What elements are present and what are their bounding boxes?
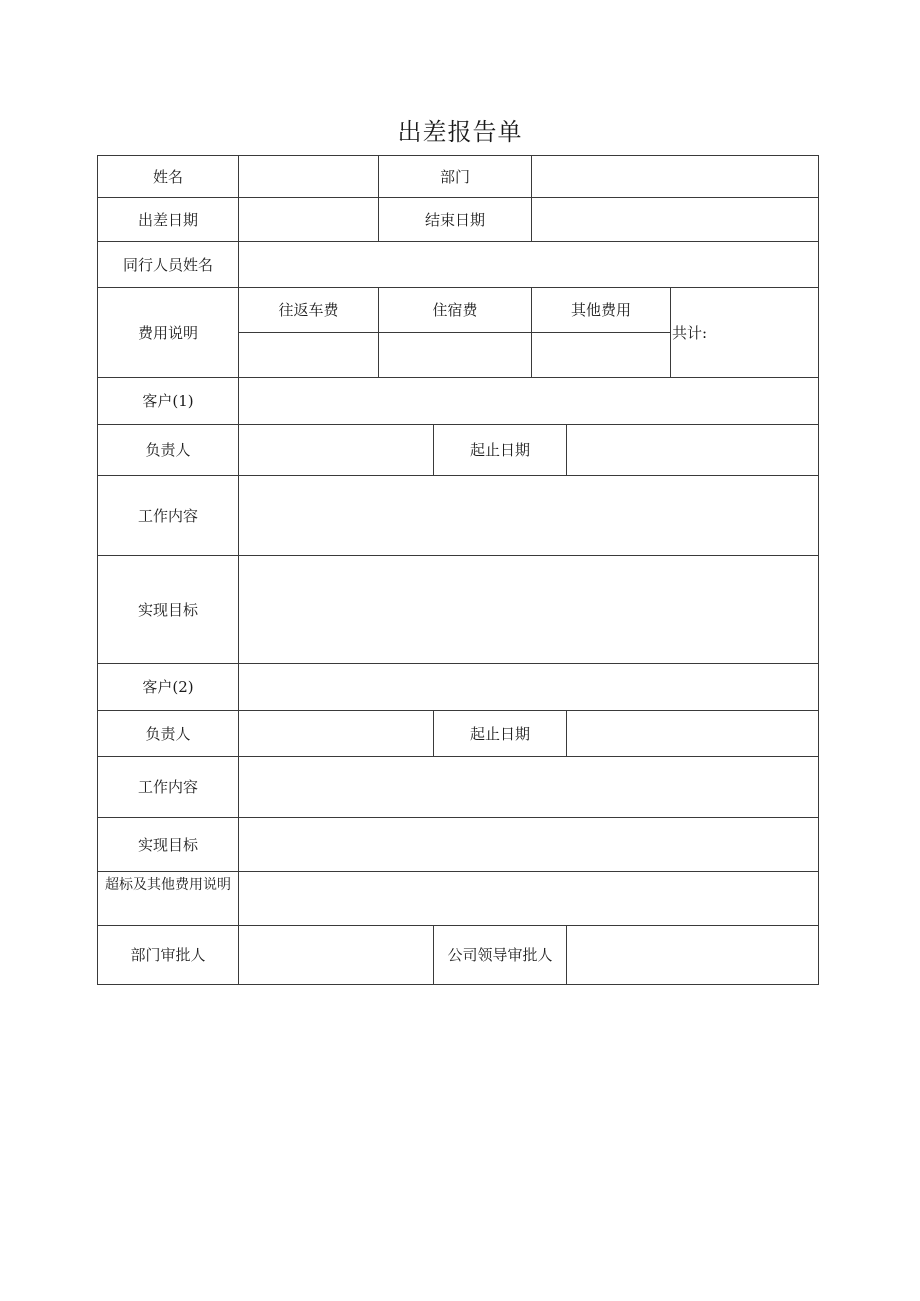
lodging-header: 住宿费 — [378, 287, 532, 333]
work2-field[interactable] — [238, 756, 819, 818]
dept-approver-label: 部门审批人 — [97, 925, 239, 985]
over-budget-field[interactable] — [238, 871, 819, 926]
owner1-label: 负责人 — [97, 424, 239, 476]
end-date-field[interactable] — [531, 197, 819, 242]
work2-label: 工作内容 — [97, 756, 239, 818]
client2-label: 客户(2) — [97, 663, 239, 711]
companions-label: 同行人员姓名 — [97, 241, 239, 288]
goal2-label: 实现目标 — [97, 817, 239, 872]
start-date-label: 出差日期 — [97, 197, 239, 242]
company-approver-label: 公司领导审批人 — [433, 925, 567, 985]
travel-fare-field[interactable] — [238, 332, 379, 378]
work1-field[interactable] — [238, 475, 819, 556]
period1-label: 起止日期 — [433, 424, 567, 476]
goal2-field[interactable] — [238, 817, 819, 872]
goal1-field[interactable] — [238, 555, 819, 664]
client1-field[interactable] — [238, 377, 819, 425]
lodging-field[interactable] — [378, 332, 532, 378]
page-title: 出差报告单 — [397, 118, 523, 146]
total-field[interactable] — [670, 287, 819, 378]
dept-approver-field[interactable] — [238, 925, 434, 985]
name-field[interactable] — [238, 155, 379, 198]
client1-label: 客户(1) — [97, 377, 239, 425]
company-approver-field[interactable] — [566, 925, 819, 985]
over-budget-label: 超标及其他费用说明 — [97, 871, 239, 926]
total-label: 共计: — [672, 323, 708, 342]
department-label: 部门 — [378, 155, 532, 198]
other-costs-header: 其他费用 — [531, 287, 671, 333]
expense-desc-label: 费用说明 — [97, 287, 239, 378]
name-label: 姓名 — [97, 155, 239, 198]
end-date-label: 结束日期 — [378, 197, 532, 242]
other-costs-field[interactable] — [531, 332, 671, 378]
department-field[interactable] — [531, 155, 819, 198]
work1-label: 工作内容 — [97, 475, 239, 556]
owner2-label: 负责人 — [97, 710, 239, 757]
goal1-label: 实现目标 — [97, 555, 239, 664]
period2-label: 起止日期 — [433, 710, 567, 757]
owner2-field[interactable] — [238, 710, 434, 757]
owner1-field[interactable] — [238, 424, 434, 476]
companions-field[interactable] — [238, 241, 819, 288]
start-date-field[interactable] — [238, 197, 379, 242]
period1-field[interactable] — [566, 424, 819, 476]
client2-field[interactable] — [238, 663, 819, 711]
travel-fare-header: 往返车费 — [238, 287, 379, 333]
period2-field[interactable] — [566, 710, 819, 757]
